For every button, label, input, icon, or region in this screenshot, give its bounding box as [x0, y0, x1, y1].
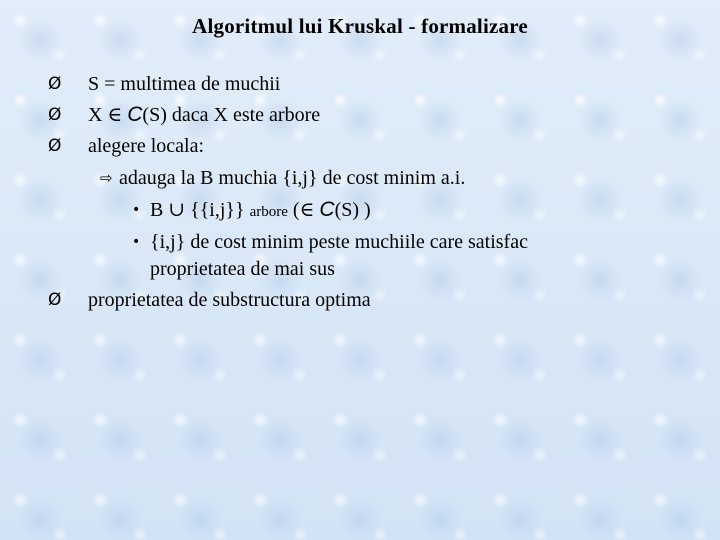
bullet-item: alegere locala:	[88, 135, 205, 157]
dot-text: (∈	[287, 199, 320, 221]
bullet-text: (S) daca X este arbore	[142, 104, 321, 126]
dot-item-line2: proprietatea de mai sus	[150, 258, 335, 280]
dot-item-line1: {i,j} de cost minim peste muchiile care satisfac	[150, 231, 528, 253]
bullet-item	[88, 103, 320, 127]
dot-text-small: arbore	[249, 204, 288, 220]
bullet-arrow-icon: Ø	[48, 74, 62, 94]
bullet-arrow-icon: Ø	[48, 105, 62, 125]
bullet-arrow-icon: Ø	[48, 136, 62, 156]
bullet-text: X ∈	[88, 104, 128, 126]
bullet-arrow-icon: Ø	[48, 290, 62, 310]
dot-text: (S) )	[334, 199, 371, 221]
sub-arrow-icon: ⇨	[100, 169, 113, 187]
dot-bullet-icon: •	[132, 234, 141, 250]
slide-title: Algoritmul lui Kruskal - formalizare	[192, 14, 528, 38]
calligraphic-c: C	[319, 198, 335, 221]
bullet-item: proprietatea de substructura optima	[88, 289, 371, 311]
sub-item: adauga la B muchia {i,j} de cost minim a.i.	[119, 167, 466, 189]
dot-bullet-icon: •	[132, 202, 141, 218]
dot-text: B ∪ {{i,j}}	[150, 199, 250, 221]
dot-item	[150, 198, 371, 224]
calligraphic-c: C	[127, 103, 143, 126]
bullet-item: S = multimea de muchii	[88, 73, 281, 95]
